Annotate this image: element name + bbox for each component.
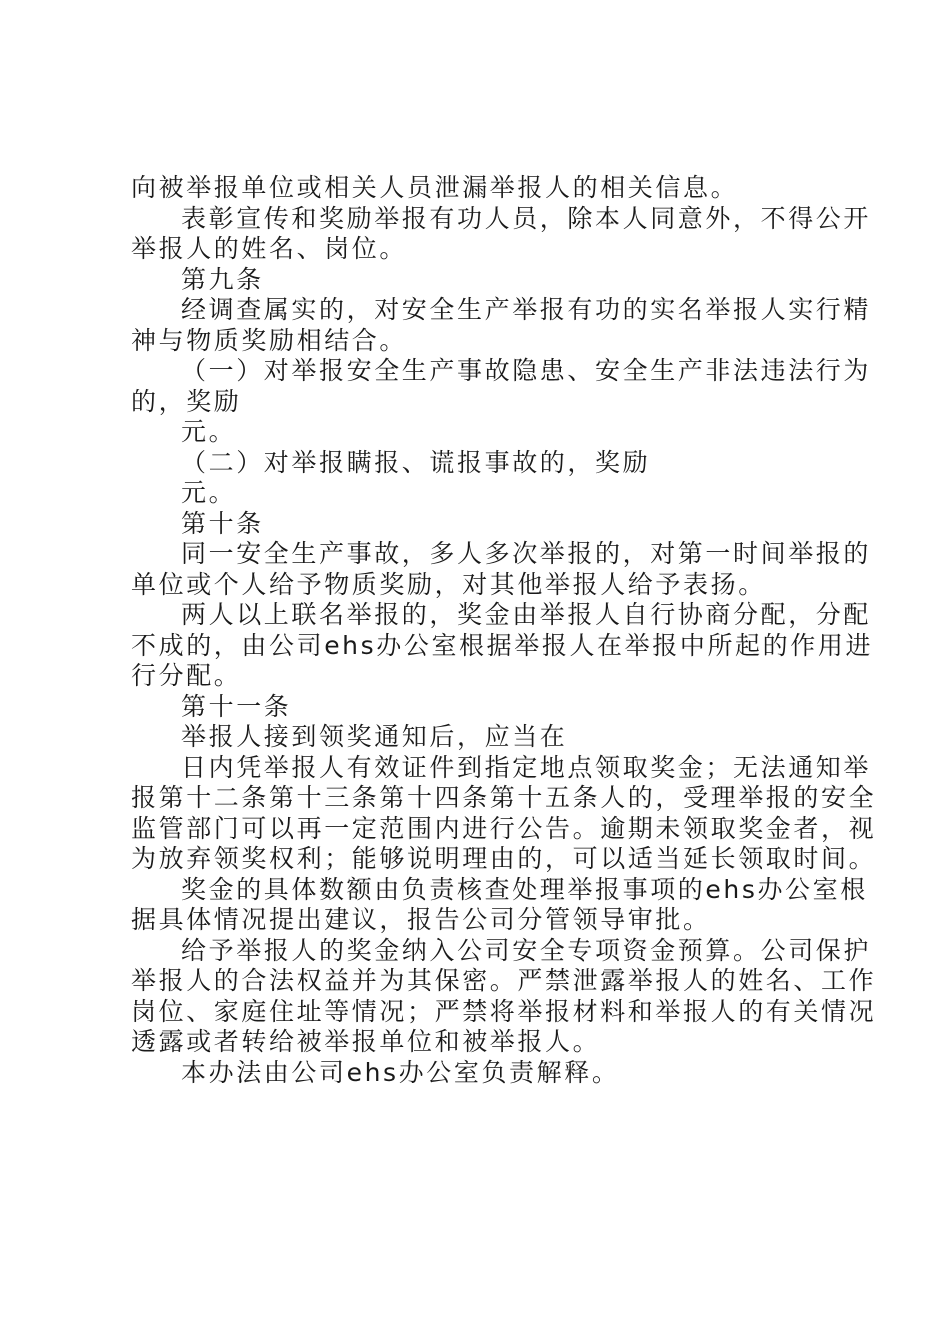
text-line: 神与物质奖励相结合。 bbox=[131, 325, 408, 355]
text-line: 向被举报单位或相关人员泄漏举报人的相关信息。 bbox=[131, 173, 739, 202]
text-line: 举报人的合法权益并为其保密。严禁泄露举报人的姓名、工作 bbox=[131, 966, 877, 995]
text-line: （一）对举报安全生产事故隐患、安全生产非法违法行为 bbox=[181, 356, 872, 385]
text-line: 不成的，由公司ehs办公室根据举报人在举报中所起的作用进 bbox=[131, 630, 874, 660]
text-line: 第十一条 bbox=[181, 691, 292, 721]
text-line: 行分配。 bbox=[131, 661, 242, 690]
text-line: 第九条 bbox=[181, 264, 264, 294]
text-line: 第十条 bbox=[181, 508, 264, 538]
text-line: 表彰宣传和奖励举报有功人员，除本人同意外，不得公开 bbox=[181, 203, 872, 233]
text-line: 监管部门可以再一定范围内进行公告。逾期未领取奖金者，视 bbox=[131, 813, 877, 843]
text-line: 举报人的姓名、岗位。 bbox=[131, 234, 408, 263]
text-line: 举报人接到领奖通知后，应当在 bbox=[181, 722, 568, 751]
text-line: 给予举报人的奖金纳入公司安全专项资金预算。公司保护 bbox=[181, 935, 872, 965]
text-line: 两人以上联名举报的，奖金由举报人自行协商分配，分配 bbox=[181, 600, 872, 629]
text-line: 单位或个人给予物质奖励，对其他举报人给予表扬。 bbox=[131, 569, 766, 599]
text-line: 元。 bbox=[181, 478, 237, 507]
text-line: 同一安全生产事故，多人多次举报的，对第一时间举报的 bbox=[181, 539, 872, 568]
text-line: 的，奖励 bbox=[131, 386, 242, 416]
document-body bbox=[131, 173, 877, 1088]
text-line: 经调查属实的，对安全生产举报有功的实名举报人实行精 bbox=[181, 295, 872, 324]
text-line: 元。 bbox=[181, 417, 237, 446]
text-line: 透露或者转给被举报单位和被举报人。 bbox=[131, 1027, 601, 1056]
text-line: 奖金的具体数额由负责核查处理举报事项的ehs办公室根 bbox=[181, 874, 868, 904]
text-line: （二）对举报瞒报、谎报事故的，奖励 bbox=[181, 447, 651, 477]
text-line: 岗位、家庭住址等情况；严禁将举报材料和举报人的有关情况 bbox=[131, 996, 877, 1026]
text-line: 日内凭举报人有效证件到指定地点领取奖金；无法通知举 bbox=[181, 752, 872, 782]
text-line: 本办法由公司ehs办公室负责解释。 bbox=[181, 1057, 620, 1087]
text-line: 报第十二条第十三条第十四条第十五条人的，受理举报的安全 bbox=[131, 783, 877, 812]
text-line: 为放弃领奖权利；能够说明理由的，可以适当延长领取时间。 bbox=[131, 844, 877, 873]
text-line: 据具体情况提出建议，报告公司分管领导审批。 bbox=[131, 905, 711, 934]
